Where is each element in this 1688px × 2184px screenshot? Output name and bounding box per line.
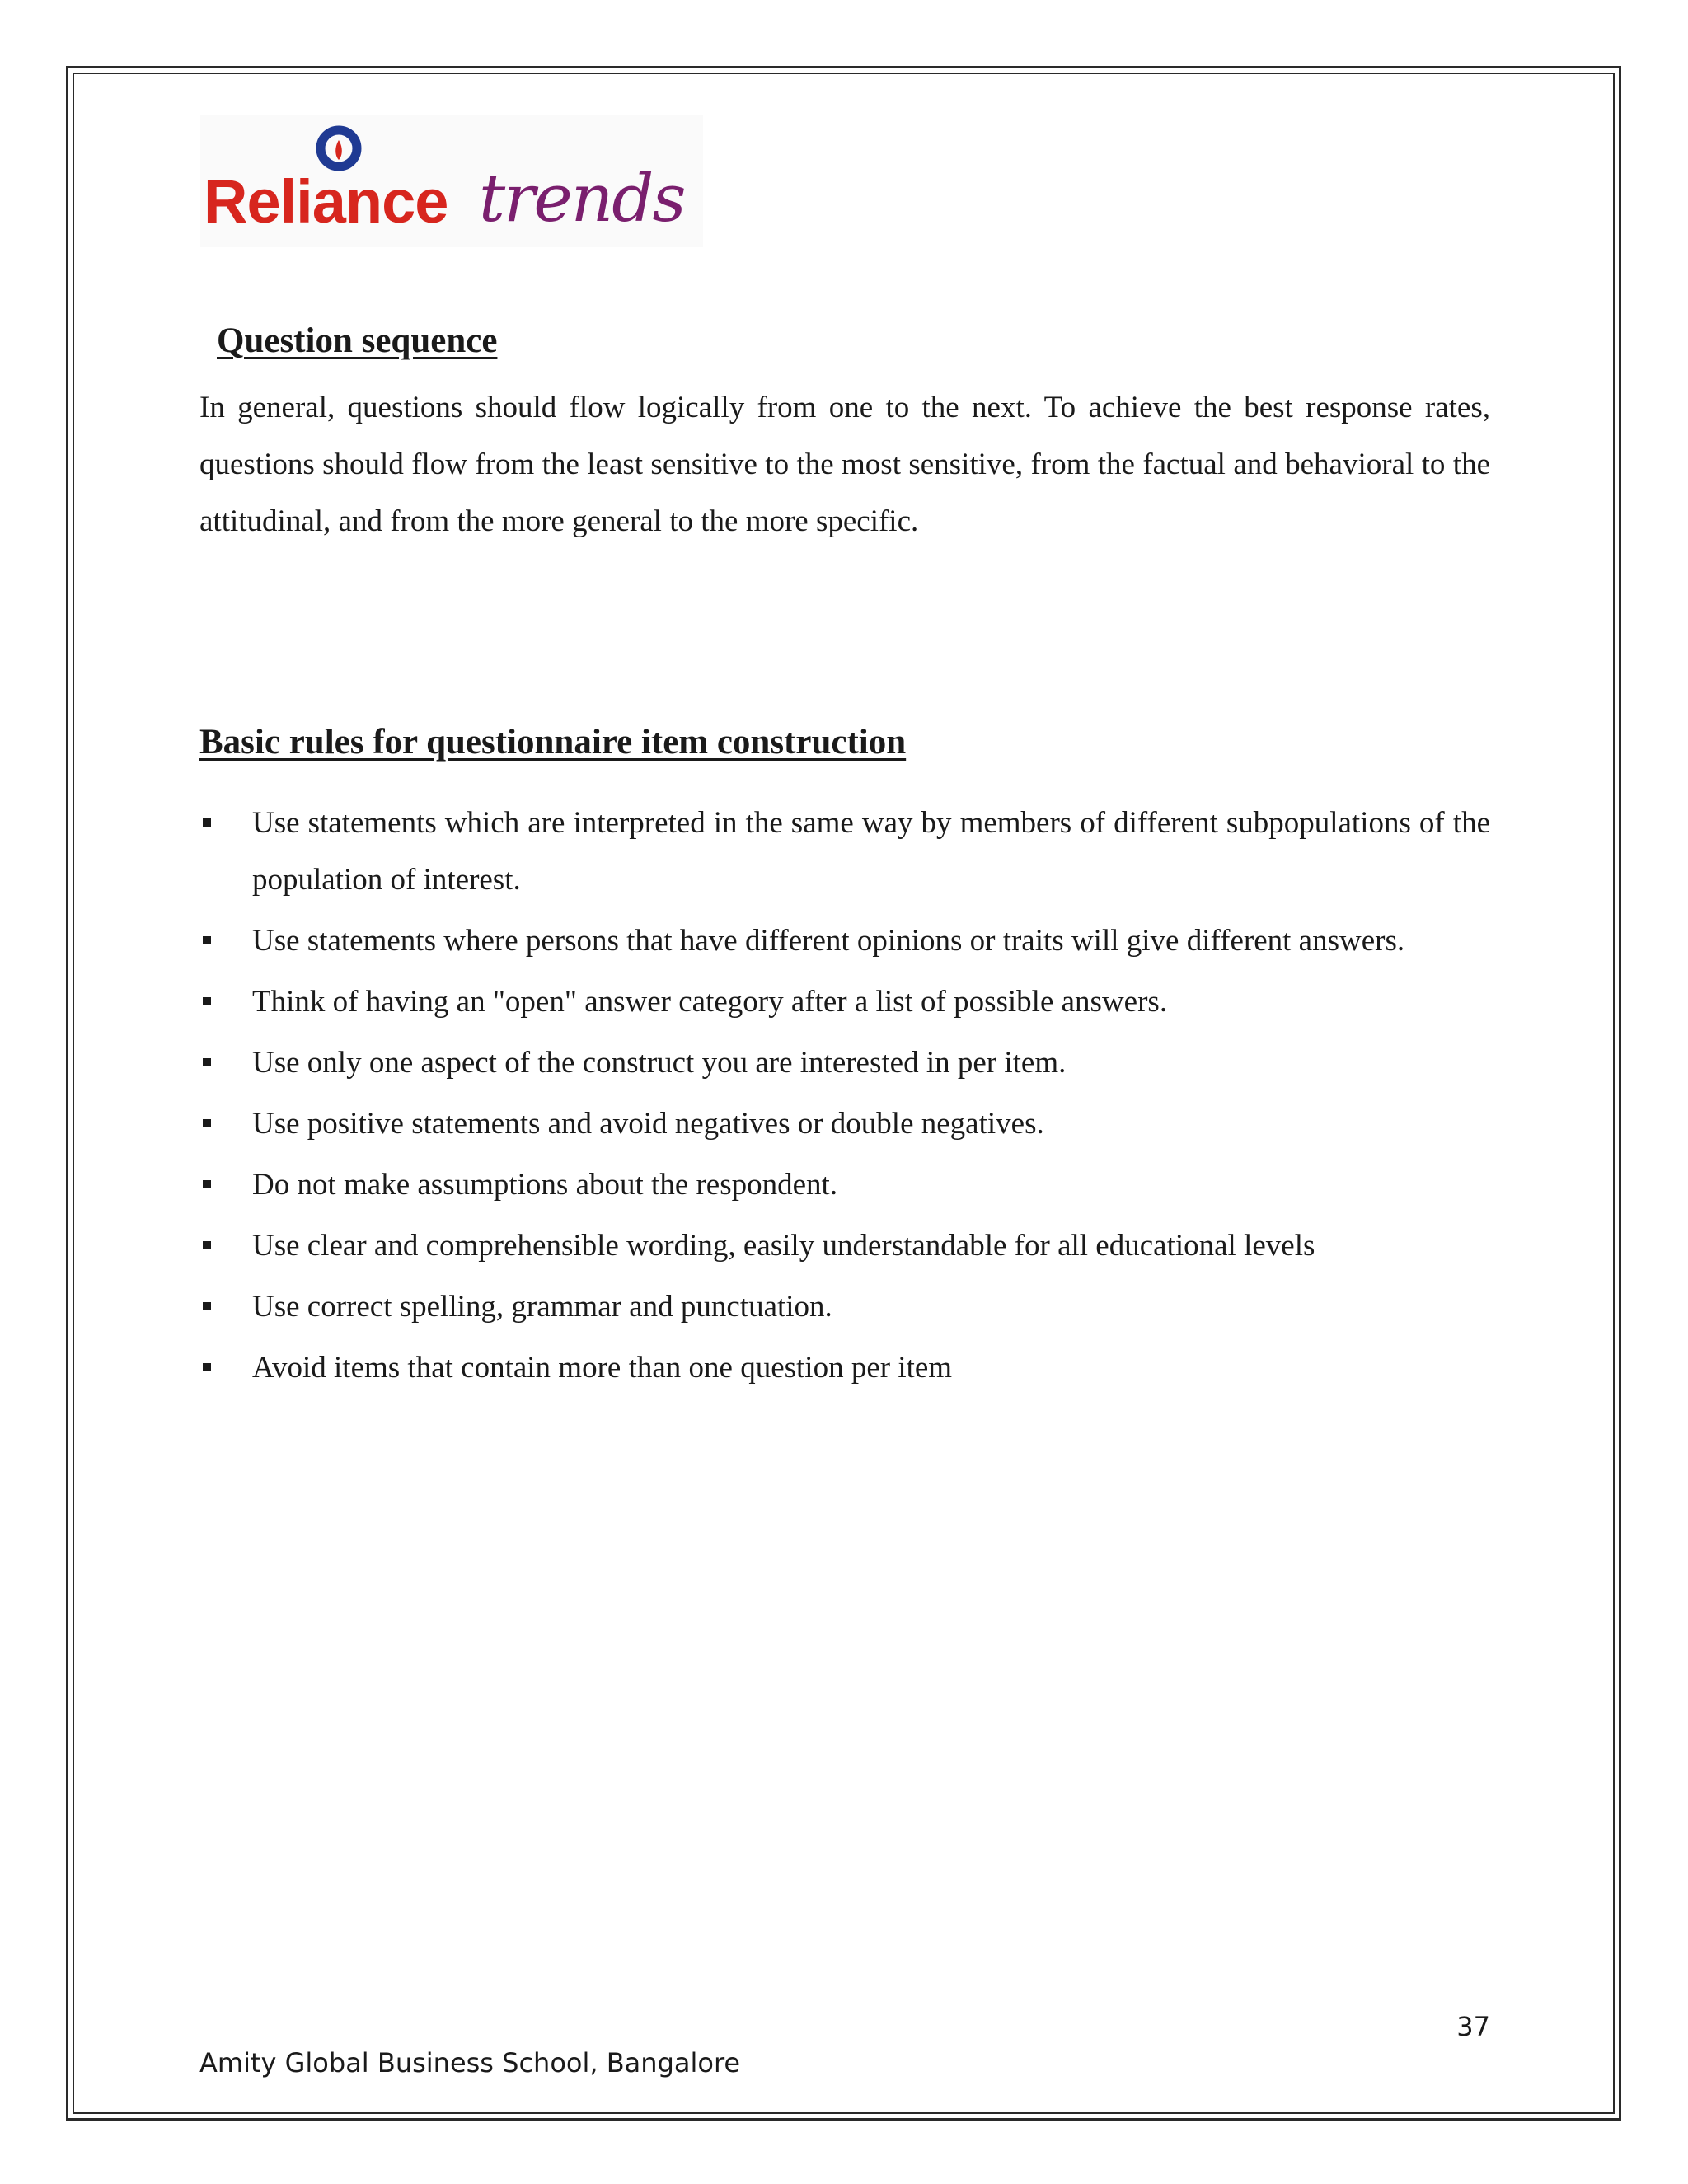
square-bullet-icon bbox=[203, 997, 211, 1005]
square-bullet-icon bbox=[203, 936, 211, 944]
list-item bbox=[199, 1339, 1490, 1396]
page-number: 37 bbox=[1456, 2011, 1490, 2042]
basic-rules-heading: Basic rules for questionnaire item construction bbox=[199, 722, 907, 762]
list-item-text: Avoid items that contain more than one question per item bbox=[252, 1351, 953, 1385]
list-item bbox=[199, 912, 1490, 969]
list-item bbox=[199, 1095, 1490, 1152]
list-item-text: Use only one aspect of the construct you are interested in per item. bbox=[252, 1046, 1067, 1080]
list-item bbox=[199, 794, 1490, 908]
square-bullet-icon bbox=[203, 818, 211, 827]
list-item bbox=[199, 1034, 1490, 1091]
list-item bbox=[199, 973, 1490, 1030]
basic-rules-list bbox=[199, 794, 1490, 1396]
page-content bbox=[199, 313, 1490, 1400]
square-bullet-icon bbox=[203, 1363, 211, 1371]
list-item-text: Use statements where persons that have different opinions or traits will give different answers. bbox=[252, 924, 1405, 958]
square-bullet-icon bbox=[203, 1180, 211, 1188]
list-item-text: Use clear and comprehensible wording, easily understandable for all educational levels bbox=[252, 1229, 1315, 1263]
square-bullet-icon bbox=[203, 1302, 211, 1310]
question-sequence-paragraph: In general, questions should flow logically from one to the next. To achieve the best response rates, questions should flow from the least sensitive to the most sensitive, from the factual and behavioral to the attitudinal, and from the more general to the more specific. bbox=[199, 390, 1490, 538]
list-item bbox=[199, 1156, 1490, 1213]
list-item-text: Use statements which are interpreted in the same way by members of different subpopulations of the population of interest. bbox=[252, 806, 1490, 898]
list-item-text: Think of having an "open" answer category after a list of possible answers. bbox=[252, 985, 1168, 1019]
list-item-text: Use correct spelling, grammar and punctuation. bbox=[252, 1290, 832, 1324]
question-sequence-heading: Question sequence bbox=[217, 321, 498, 360]
list-item-text: Use positive statements and avoid negatives or double negatives. bbox=[252, 1107, 1044, 1141]
svg-text:trends: trends bbox=[479, 160, 685, 237]
square-bullet-icon bbox=[203, 1241, 211, 1249]
square-bullet-icon bbox=[203, 1058, 211, 1066]
list-item bbox=[199, 1278, 1490, 1335]
reliance-trends-logo bbox=[200, 115, 703, 247]
svg-text:Reliance: Reliance bbox=[204, 167, 448, 236]
page-footer: Amity Global Business School, Bangalore bbox=[199, 2047, 741, 2079]
square-bullet-icon bbox=[203, 1119, 211, 1127]
list-item bbox=[199, 1217, 1490, 1274]
list-item-text: Do not make assumptions about the respondent. bbox=[252, 1168, 838, 1202]
